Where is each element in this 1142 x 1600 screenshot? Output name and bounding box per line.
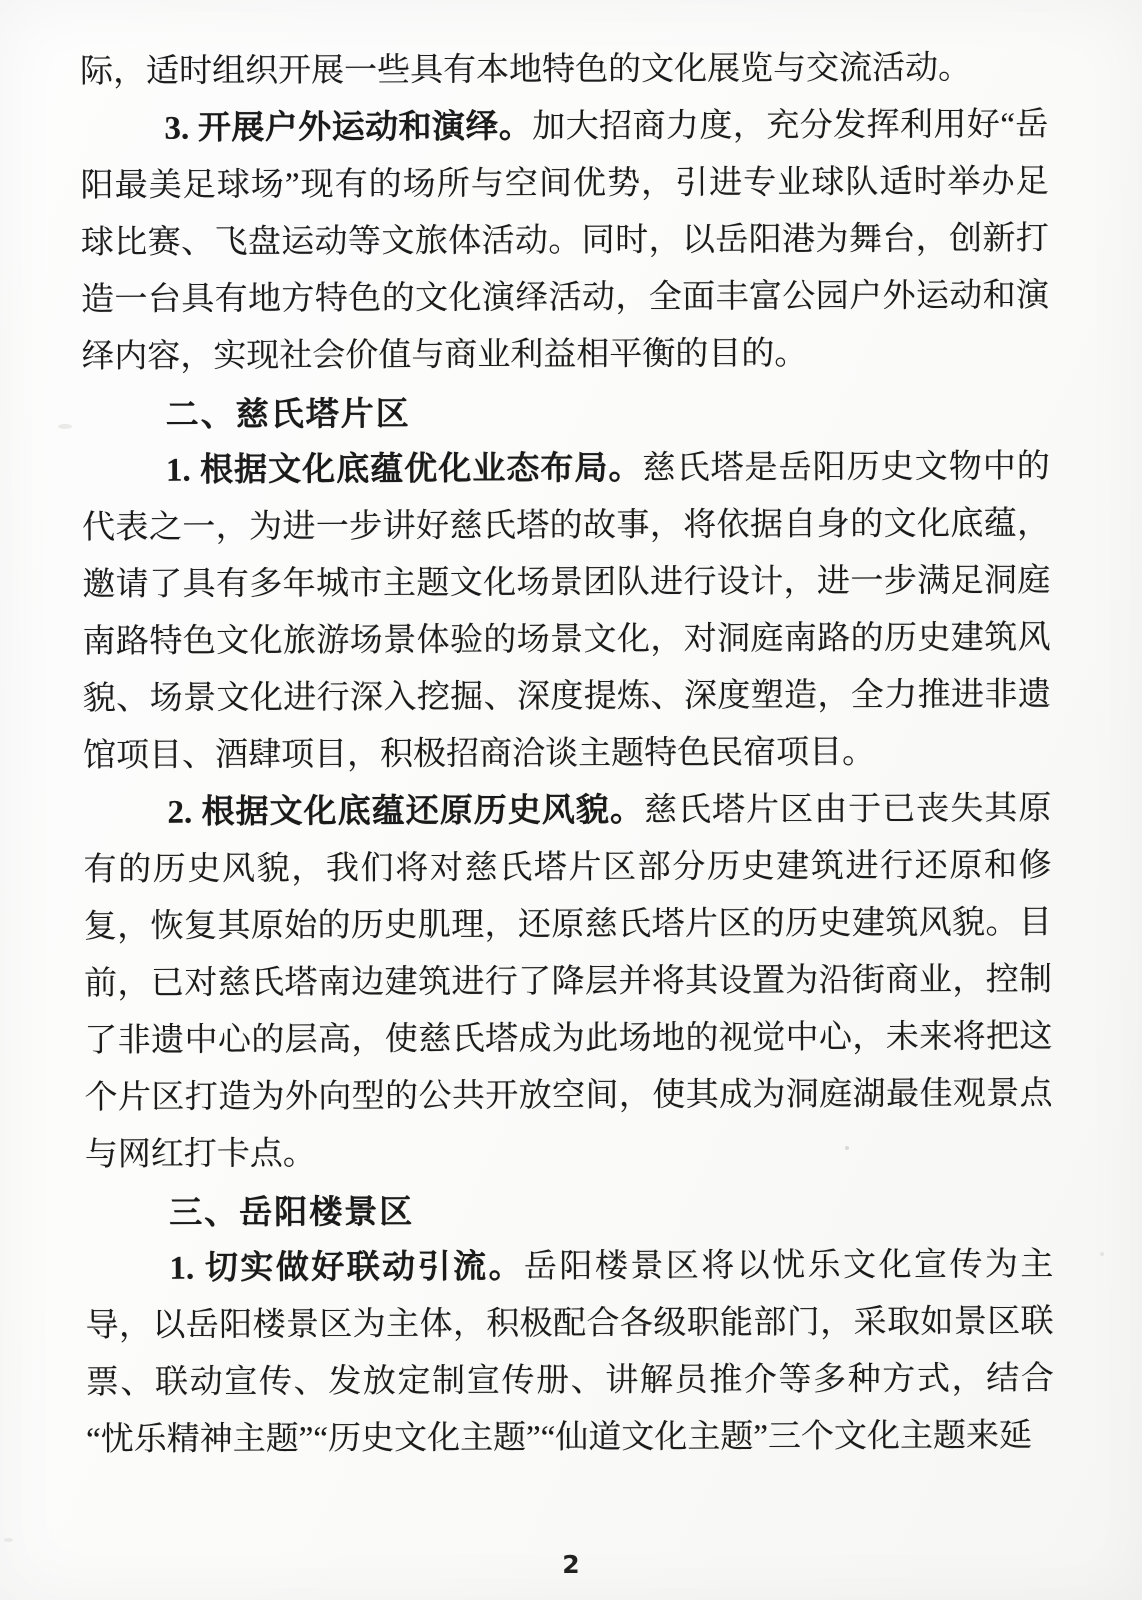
paragraph-text-historic-restoration: 慈氏塔片区由于已丧失其原有的历史风貌，我们将对慈氏塔片区部分历史建筑进行还原和修复，恢复其原始的历史肌理，还原慈氏塔片区的历史建筑风貌。目前，已对慈氏塔南边建筑进行了降层并将其设置为沿街商业，控制了非遗中心的层高，使慈氏塔成为此场地的视觉中心，未来将把这个片区打造为外向型的公共开放空间，使其成为洞庭湖最佳观景点与网红打卡点。 [83, 790, 1053, 1174]
paragraph-lead-business-layout: 1. 根据文化底蕴优化业态布局。 [165, 450, 643, 489]
section-heading-cishi-pagoda-area: 二、慈氏塔片区 [165, 394, 411, 433]
paragraph-continuation: 际，适时组织开展一些具有本地特色的文化展览与交流活动。 [80, 50, 972, 91]
paragraph-traffic-linkage [85, 1237, 1054, 1469]
paragraph-business-layout [82, 439, 1051, 785]
paragraph-historic-restoration [83, 781, 1053, 1184]
paragraph-lead-traffic-linkage: 1. 切实做好联动引流。 [169, 1249, 525, 1287]
page-number: 2 [562, 1550, 580, 1579]
scan-speck [4, 1538, 13, 1542]
document-body [80, 40, 1054, 1469]
paragraph-lead-historic-restoration: 2. 根据文化底蕴还原历史风貌。 [167, 792, 645, 831]
scan-speck [845, 1146, 849, 1150]
scan-speck [58, 424, 72, 429]
paragraph-text-business-layout: 慈氏塔是岳阳历史文物中的代表之一，为进一步讲好慈氏塔的故事，将依据自身的文化底蕴，邀请了具有多年城市主题文化场景团队进行设计，进一步满足洞庭南路特色文化旅游场景体验的场景文化，对洞庭南路的历史建筑风貌、场景文化进行深入挖掘、深度提炼、深度塑造，全力推进非遗馆项目、酒肆项目，积极招商洽谈主题特色民宿项目。 [82, 448, 1051, 775]
paragraph-lead-outdoor-sports: 3. 开展户外运动和演绎。 [164, 109, 533, 147]
scan-speck [1100, 1252, 1104, 1256]
section-heading-yueyang-tower-area: 三、岳阳楼景区 [169, 1192, 415, 1231]
paragraph-text-traffic-linkage: 岳阳楼景区将以忧乐文化宣传为主导，以岳阳楼景区为主体，积极配合各级职能部门，采取如景区联票、联动宣传、发放定制宣传册、讲解员推介等多种方式，结合“忧乐精神主题”“历史文化主题”“仙道文化主题”三个文化主题来延 [85, 1246, 1054, 1459]
paragraph-outdoor-sports [80, 97, 1049, 386]
paragraph-text-outdoor-sports: 加大招商力度，充分发挥利用好“岳阳最美足球场”现有的场所与空间优势，引进专业球队适时举办足球比赛、飞盘运动等文旅体活动。同时，以岳阳港为舞台，创新打造一台具有地方特色的文化演绎活动，全面丰富公园户外运动和演绎内容，实现社会价值与商业利益相平衡的目的。 [80, 106, 1050, 376]
